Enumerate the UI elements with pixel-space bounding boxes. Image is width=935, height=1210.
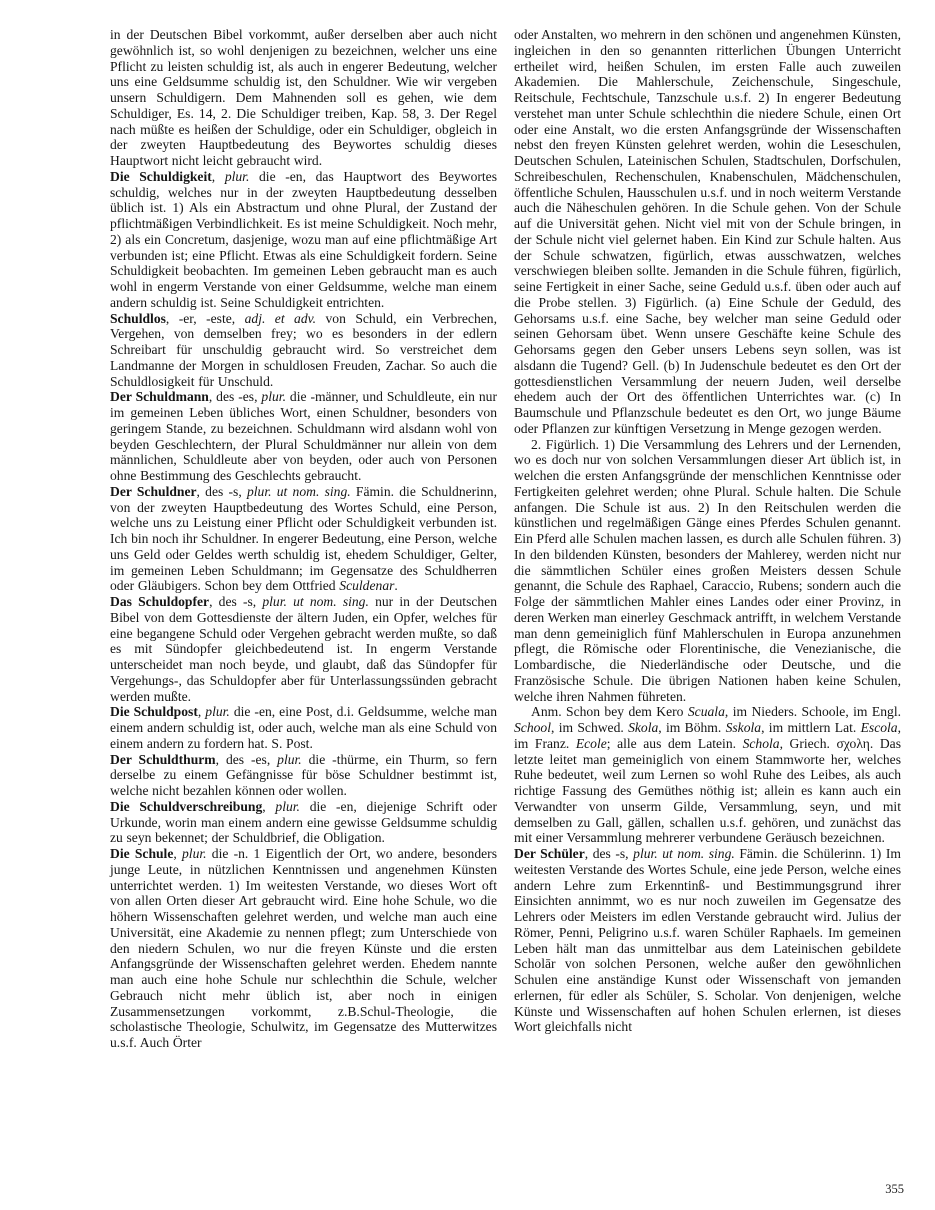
text-column-left bbox=[110, 27, 497, 1051]
grammar-label: plur. bbox=[224, 168, 250, 184]
grammar-label: plur. ut nom. sing. bbox=[633, 846, 735, 861]
headword: Das Schuldopfer bbox=[110, 594, 210, 609]
grammar-label: Schola bbox=[742, 735, 780, 751]
headword: Der Schuldthurm bbox=[110, 751, 216, 767]
grammar-label: Sculdenar bbox=[339, 578, 395, 594]
grammar-label: adj. et adv. bbox=[244, 310, 317, 326]
entry-die-schuldpost: Die Schuldpost, plur. die -en, eine Post, d.i. Geldsumme, welche man einem andern schuldig ist, oder auch, welche man als eine Schuld von einem andern zu fordern hat. S. Post. bbox=[110, 704, 497, 751]
entry-die-schule-continuation: oder Anstalten, wo mehrern in den schönen und angenehmen Künsten, ingleichen in den so genannten ritterlichen Übungen Unterricht ertheilet wird, heißen Schulen, im ersten Falle auch zuweilen Akademien. Die Mahlerschule, Zeichenschule, Singeschule, Reitschule, Fechtschule, Tanzschule u.s.f. 2) In engerer Bedeutung verstehet man unter Schule schlechthin die niedere Schule, einen Ort oder eine Anstalt, wo die ersten Anfangsgründe der Wissenschaften nebst den freyen Künsten gelehret werden, wohin die Leseschulen, Deutschen Schulen, Lateinischen Schulen, Stadtschulen, Dorfschulen, Schreibeschulen, Rechenschulen, Knabenschulen, Mädchenschulen, öffentliche Schulen, Hausschulen u.s.f. und in noch weiterm Verstande auch die Näheschulen gehören. In die Schule gehen. Von der Schule auf die Universität gehen. Nicht viel mit von der Schule bringen, in der Schule nicht viel gelernet haben. Ein Kind zur Schule halten. Aus der Schule schwatzen, figürlich, etwas ausschwatzen, welches verschwiegen bleiben sollte. Jemanden in die Schule führen, figürlich, seine Fertigkeit in einer Sache, seine Geduld u.s.f. üben oder auch auf die Probe stellen. 3) Figürlich. (a) Eine Schule der Geduld, des Gehorsams u.s.f. eine Sache, bey welcher man seine Geduld oder seinen Gehorsam übet. Wenn unsere Geschäfte keine Schule des Gehorsams gegen den Geber unsers Lebens seyn sollen, was ist alsdann die Tugend? Gell. (b) In Judenschule bedeutet es den Ort der gottesdienstlichen Versammlung der neuern Juden, weil derselbe ehedem auch der Ort des öffentlichen Unterrichtes war. (c) In Baumschule und Pflanzschule bedeutet es den Ort, wo junge Bäume oder Pflanzen zur künftigen Versetzung in Menge gezogen werden. bbox=[514, 27, 901, 436]
headword: Der Schüler bbox=[514, 846, 585, 861]
grammar-label: plur. bbox=[277, 751, 302, 767]
entry-der-schuldner: Der Schuldner, des -s, plur. ut nom. sing. Fämin. die Schuldnerinn, von der zweyten Hauptbedeutung des Wortes Schuld, eine Person, welche uns zu Leistung einer Pflicht oder Schuldigkeit verbunden ist. Ich bin noch ihr Schuldner. In engerer Bedeutung, eine Person, welche uns Geld oder Geldes werth schuldig ist, ehedem Schuldiger, Gelter, im gemeinen Leben Schuldmann; im Gegensatze des Schuldherren oder Gläubigers. Schon bey dem Ottfried Sculdenar. bbox=[110, 483, 497, 594]
entry-schuldlos: Schuldlos, -er, -este, adj. et adv. von Schuld, ein Verbrechen, Vergehen, von demselben frey; wo es besonders in der edlern Schreibart für unschuldig gebraucht wird. So verstreichet dem Landmanne der Morgen in schuldlosen Freuden, Zachar. So auch die Schuldlosigkeit für Unschuld. bbox=[110, 310, 497, 389]
headword: Der Schuldner bbox=[110, 483, 197, 499]
grammar-label: plur. bbox=[182, 846, 207, 861]
headword: Die Schuldpost bbox=[110, 704, 198, 720]
entry-der-schueler: Der Schüler, des -s, plur. ut nom. sing. Fämin. die Schülerinn. 1) Im weitesten Verstande des Wortes Schule, eine jede Person, welche eines andern Lehre zum Erkenntinß- und Bestimmungsgrund ihrer Einsichten annimmt, wo es nur noch zuweilen im Gegensatze des Lehrers oder Meisters im edlen Verstande gebraucht wird. Julius der Römer, Penni, Peligrino u.s.f. waren Schüler Raphaels. Im gemeinen Leben hält man das unmittelbar aus dem Lateinischen gebildete Scholār von solchen Personen, welche außer den gewöhnlichen Schulen eine anständige Kunst oder Wissenschaft von jemanden erlernen, für edler als Schüler, S. Scholar. Von denjenigen, welche Künste und Wissenschaften auf hohen Schulen erlernen, ist dieses Wort gleichfalls nicht bbox=[514, 846, 901, 1035]
entry-das-schuldopfer: Das Schuldopfer, des -s, plur. ut nom. sing. nur in der Deutschen Bibel von dem Gottesdienste der ältern Juden, ein Opfer, welches für eine begangene Schuld oder Vergehen gebracht werden mußte, so daß es mit Sündopfer gleichbedeutend ist. In engerm Verstande unterscheidet man noch beyde, und glaubt, daß das Sündopfer für Vergehungs-, das Schuldopfer aber für Unterlassungssünden gebracht werden mußte. bbox=[110, 594, 498, 704]
grammar-label: Sskola bbox=[725, 720, 762, 735]
entry-der-schuldmann: Der Schuldmann, des -es, plur. die -männer, und Schuldleute, ein nur im gemeinen Leben übliches Wort, einen Schuldner, besonders von geringem Stande, zu bezeichnen. Schuldmann wird alsdann wohl von beyden Geschlechtern, der Plural Schuldmänner nur allein von dem männlichen, Schuldleute aber von beyden, oder auch von Personen ohne Bestimmung des Geschlechts gebraucht. bbox=[110, 389, 497, 483]
grammar-label: Ecole bbox=[575, 735, 607, 751]
grammar-label: plur. bbox=[261, 389, 286, 405]
grammar-label: School bbox=[514, 720, 551, 735]
grammar-label: Escola bbox=[860, 720, 898, 735]
entry-die-schule-figuerlich: 2. Figürlich. 1) Die Versammlung des Lehrers und der Lernenden, wo es doch nur von solchen Versammlungen dieser Art üblich ist, in welchen die ersten Anfangsgründe der menschlichen Kenntnisse oder Fertigkeiten gelehret werden; ohne Plural. Schule halten. Die Schule anfangen. Die Schule ist aus. 2) In den Reitschulen werden die künstlichen und regelmäßigen Gänge eines Pferdes Schulen genannt. Ein Pferd alle Schulen machen lassen, es durch alle Schulen führen. 3) In den bildenden Künsten, besonders der Mahlerey, werden nicht nur die sämmtlichen Schüler eines großen Meisters dessen Schule genannt, die Schule des Raphael, Caraccio, Rubens; sondern auch die Folge der sämmtlichen Mahler eines Landes oder einer Provinz, in deren Werken man einerley Geschmack antrifft, in welchem Verstande man denn gemeiniglich fünf Mahlerschulen in Europa anzunehmen pflegt, die Römische oder Florentinische, die Venezianische, die Lombardische, die Niederländische oder Deutsche, und die Französische Schule. Die übrigen Nationen haben keine Schulen, welche ihren Nahmen führeten. bbox=[514, 436, 901, 704]
text-column-right bbox=[514, 27, 901, 1051]
page-number: 355 bbox=[885, 1182, 904, 1196]
headword: Der Schuldmann bbox=[110, 389, 209, 405]
headword: Die Schule bbox=[110, 846, 174, 861]
entry-der-schuldthurm: Der Schuldthurm, des -es, plur. die -thürme, ein Thurm, so fern derselbe zu einem Gefängnisse für böse Schuldner bestimmt ist, welche nicht bezahlen können oder wollen. bbox=[110, 751, 497, 798]
grammar-label: plur. bbox=[205, 704, 230, 720]
grammar-label: plur. bbox=[275, 798, 300, 814]
grammar-label: Scuala bbox=[687, 704, 725, 720]
entry-die-schule-anmerkung: Anm. Schon bey dem Kero Scuala, im Nieders. Schoole, im Engl. School, im Schwed. Skola, im Böhm. Sskola, im mittlern Lat. Escola, im Franz. Ecole; alle aus dem Latein. Schola, Griech. σχολη. Das letzte leitet man gemeiniglich von einem Stammworte her, welches Ruhe bedeutet, weil zum Lernen so wohl Ruhe des Leibes, als auch richtige Fassung des Gemüthes nöthig ist; allein es kann auch ein Verwandter von unserm Gilde, Versammlung, seyn, und mit demselben zu Gall, gällen, schallen u.s.f. gehören, und zunächst das mit einer Versammlung mehrerer verbundene Geräusch bezeichnen. bbox=[514, 704, 901, 846]
headword: Die Schuldverschreibung bbox=[110, 798, 263, 814]
entry-continuation-schuldiger: in der Deutschen Bibel vorkommt, außer derselben aber auch nicht gewöhnlich ist, so wohl denjenigen zu bezeichnen, welcher uns eine Pflicht zu leisten schuldig ist, als auch in engerer Bedeutung, welcher uns eine Geldsumme schuldig ist, den Schuldner. Wie wir vergeben unsern Schuldigern. Dem Mahnenden soll es gehen, wie dem Schuldiger, Es. 14, 2. Die Schuldiger treiben, Kap. 58, 3. Der Regel nach müßte es heißen der Schuldige, oder ein Schuldiger, obgleich in der zweyten Hauptbedeutung des Beywortes schuldig dieses Hauptwort nicht leicht gebraucht wird. bbox=[110, 27, 497, 168]
entry-die-schuldigkeit: Die Schuldigkeit, plur. die -en, das Hauptwort des Beywortes schuldig, welches nur in der zweyten Hauptbedeutung desselben üblich ist. 1) Als ein Abstractum und ohne Plural, der Zustand der pflichtmäßigen Verbindlichkeit. Es ist meine Schuldigkeit. Noch mehr, 2) als ein Concretum, dasjenige, wozu man auf eine pflichtmäßige Art verbunden ist; eine Pflicht. Etwas als eine Schuldigkeit fordern. Seine Schuldigkeit beobachten. Im gemeinen Leben gebraucht man es auch wohl in engerm Verstande von einer Geldsumme, welche man einem andern schuldig ist. Seine Schuldigkeit entrichten. bbox=[110, 168, 497, 310]
entry-die-schuldverschreibung: Die Schuldverschreibung, plur. die -en, diejenige Schrift oder Urkunde, worin man einem andern eine gewisse Geldsumme schuldig zu seyn bekennet; der Schuldbrief, die Obligation. bbox=[110, 798, 497, 846]
headword: Schuldlos bbox=[110, 310, 166, 326]
headword: Die Schuldigkeit bbox=[110, 168, 212, 184]
grammar-label: Skola bbox=[628, 720, 659, 735]
entry-die-schule: Die Schule, plur. die -n. 1 Eigentlich der Ort, wo andere, besonders junge Leute, in nützlichen Kenntnissen und angenehmen Künsten unterrichtet werden. 1) Im weitesten Verstande, wo dieses Wort oft von allen Orten dieser Art gebraucht wird. Eine hohe Schule, wo die höhern Wissenschaften gelehret werden, und welche man auch eine Universität, eine Akademie zu nennen pflegt; zum Unterschiede von den niedern Schulen, wo nur die freyen Künste und die ersten Anfangsgründe der Wissenschaften gelehret werden. Ehedem nannte man auch eine hohe Schule nur schlechthin die Schule, welcher Gebrauch nicht mehr üblich ist, aber noch in einigen Zusammensetzungen vorkommt, z.B.Schul-Theologie, die scholastische Theologie, Schulwitz, im Gegensatze des Mutterwitzes u.s.f. Auch Örter bbox=[110, 846, 497, 1050]
grammar-label: plur. ut nom. sing. bbox=[262, 594, 369, 609]
grammar-label: plur. ut nom. sing. bbox=[246, 483, 351, 499]
